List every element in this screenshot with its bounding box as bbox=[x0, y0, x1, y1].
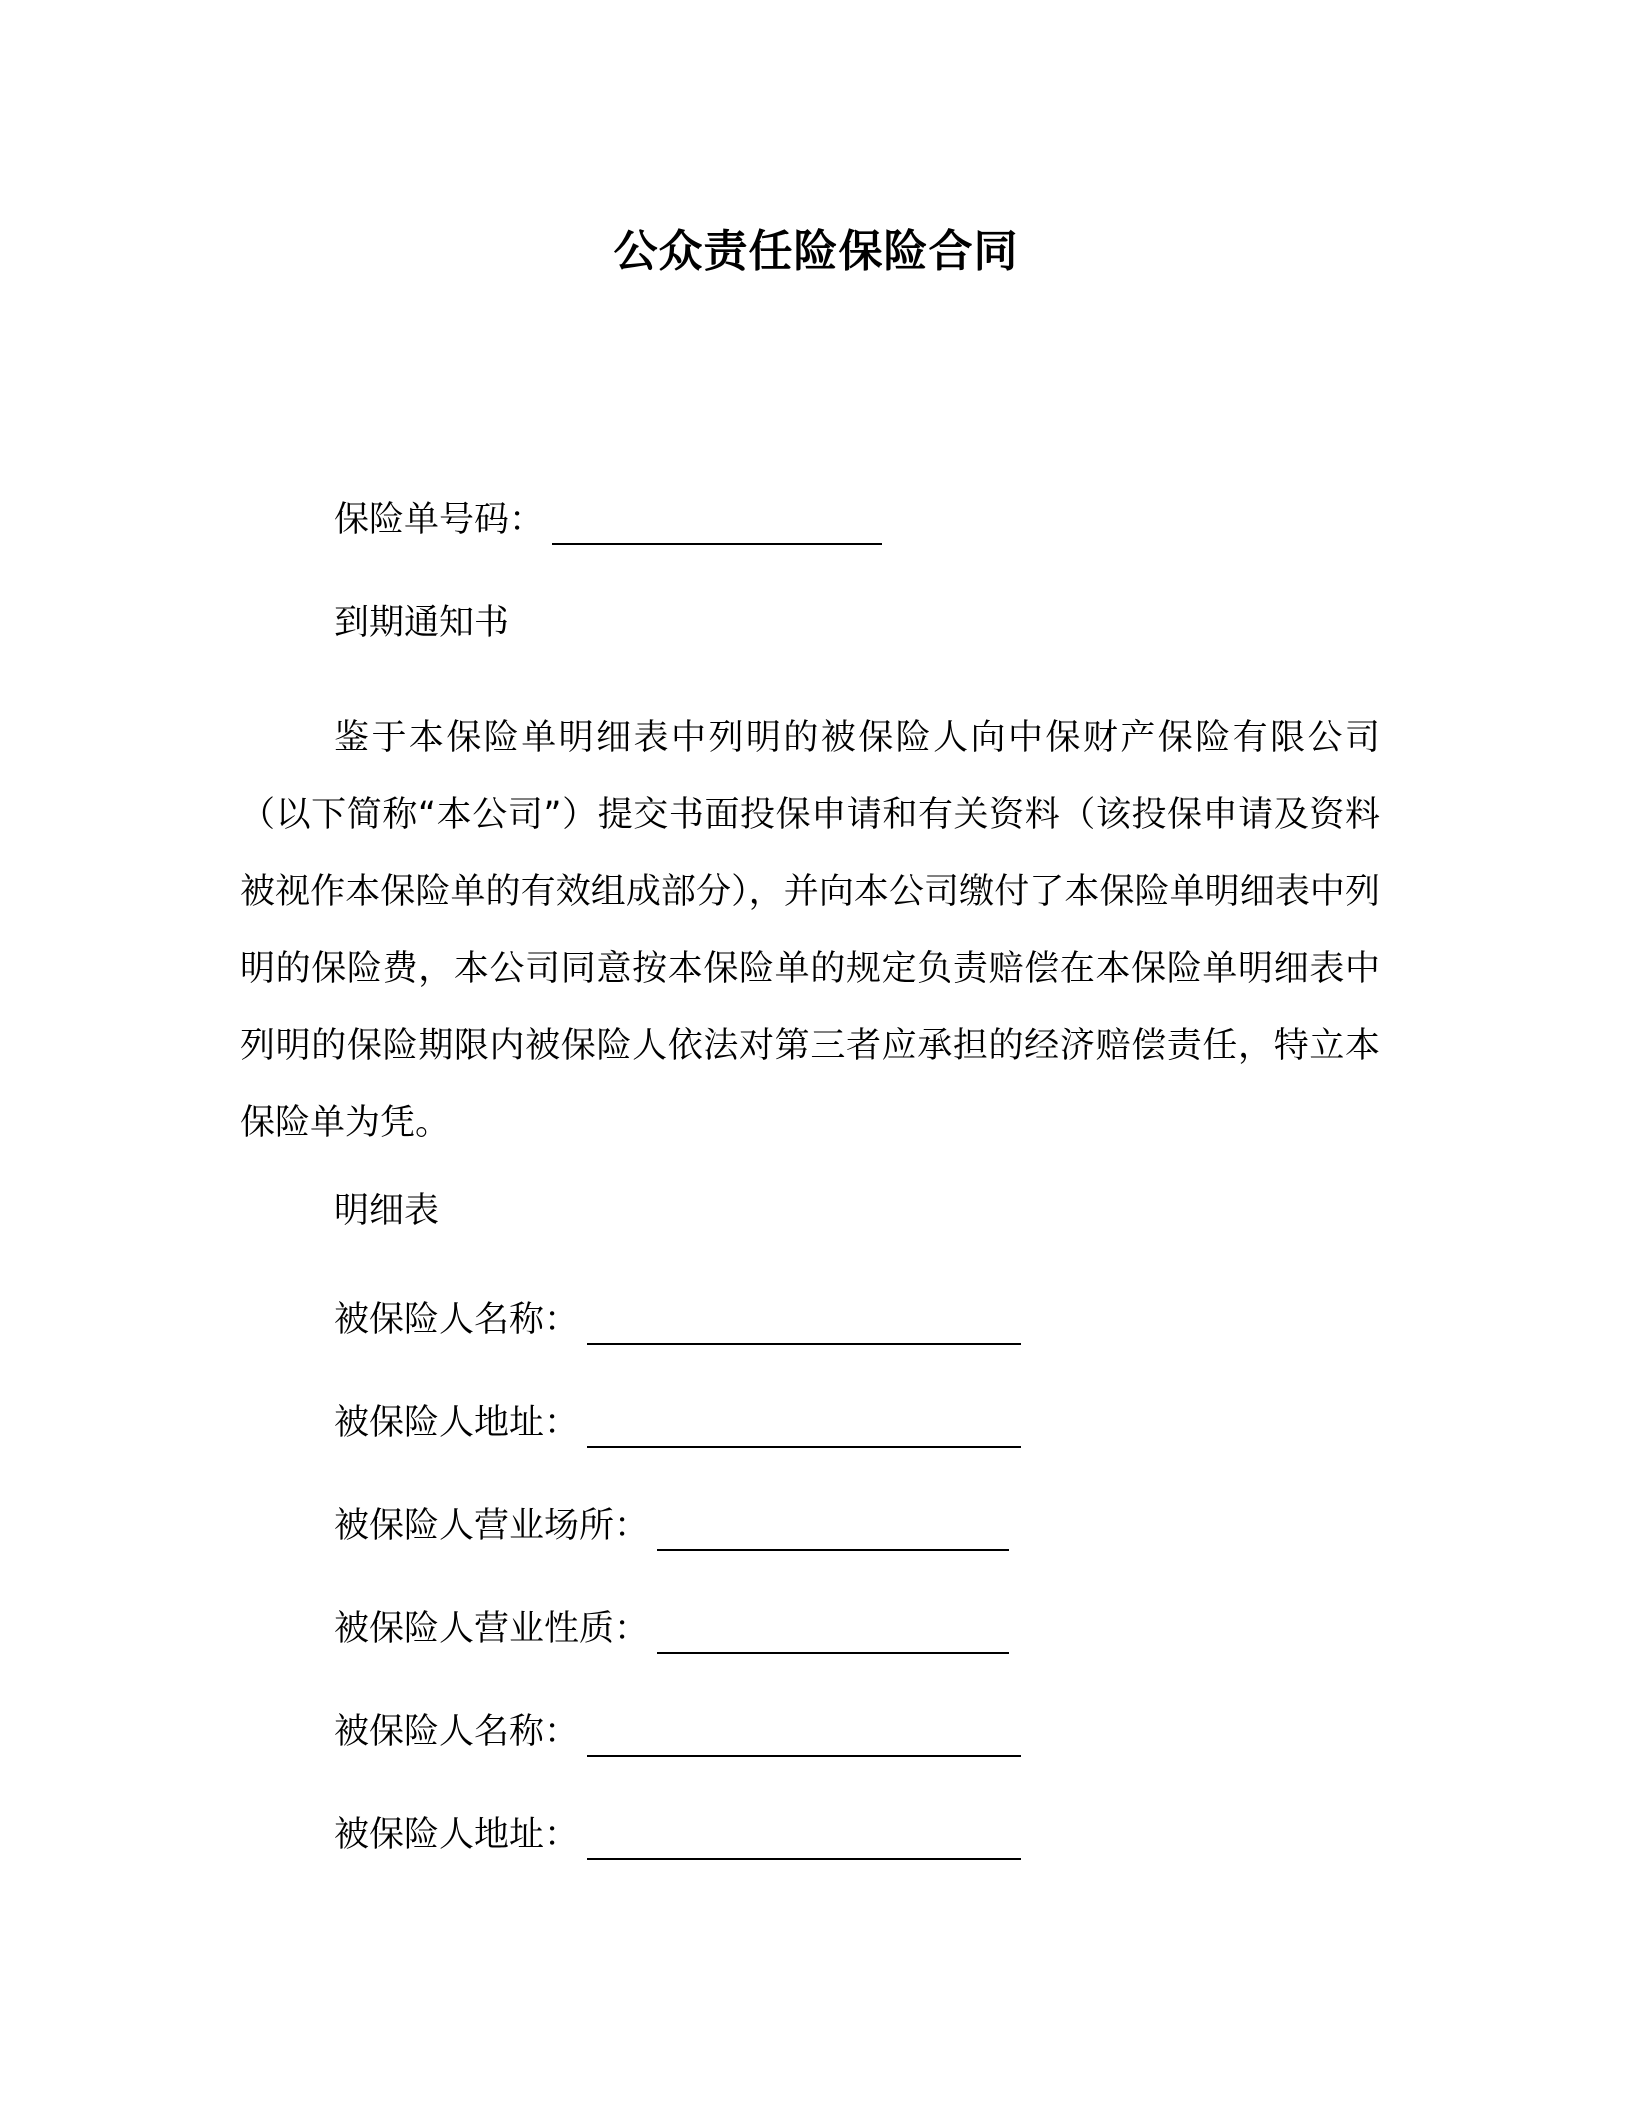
field-insured-business-nature bbox=[334, 1604, 1009, 1654]
schedule-heading: 明细表 bbox=[334, 1191, 440, 1231]
notice-heading: 到期通知书 bbox=[334, 603, 510, 643]
field-blank[interactable] bbox=[657, 1612, 1009, 1654]
field-label: 被保险人地址： bbox=[334, 1403, 580, 1443]
field-blank[interactable] bbox=[587, 1715, 1021, 1757]
field-insured-address bbox=[334, 1398, 1021, 1448]
field-insured-address-2 bbox=[334, 1810, 1021, 1860]
field-label: 被保险人名称： bbox=[334, 1712, 580, 1752]
field-insured-name bbox=[334, 1295, 1021, 1345]
field-insured-premises bbox=[334, 1501, 1009, 1551]
field-blank[interactable] bbox=[657, 1509, 1009, 1551]
policy-number-label: 保险单号码： bbox=[334, 500, 545, 540]
field-blank[interactable] bbox=[587, 1406, 1021, 1448]
document-title: 公众责任险保险合同 bbox=[613, 226, 1019, 277]
field-label: 被保险人地址： bbox=[334, 1815, 580, 1855]
field-blank[interactable] bbox=[587, 1303, 1021, 1345]
policy-number-blank[interactable] bbox=[552, 503, 882, 545]
field-label: 被保险人名称： bbox=[334, 1300, 580, 1340]
field-label: 被保险人营业场所： bbox=[334, 1506, 650, 1546]
policy-number-line bbox=[334, 495, 882, 545]
body-paragraph: 鉴于本保险单明细表中列明的被保险人向中保财产保险有限公司（以下简称“本公司”）提交书面投保申请和有关资料（该投保申请及资料被视作本保险单的有效组成部分），并向本公司缴付了本保险单明细表中列明的保险费，本公司同意按本保险单的规定负责赔偿在本保险单明细表中列明的保险期限内被保险人依法对第三者应承担的经济赔偿责任，特立本保险单为凭。 bbox=[240, 718, 1380, 1143]
field-blank[interactable] bbox=[587, 1818, 1021, 1860]
field-insured-name-2 bbox=[334, 1707, 1021, 1757]
field-label: 被保险人营业性质： bbox=[334, 1609, 650, 1649]
